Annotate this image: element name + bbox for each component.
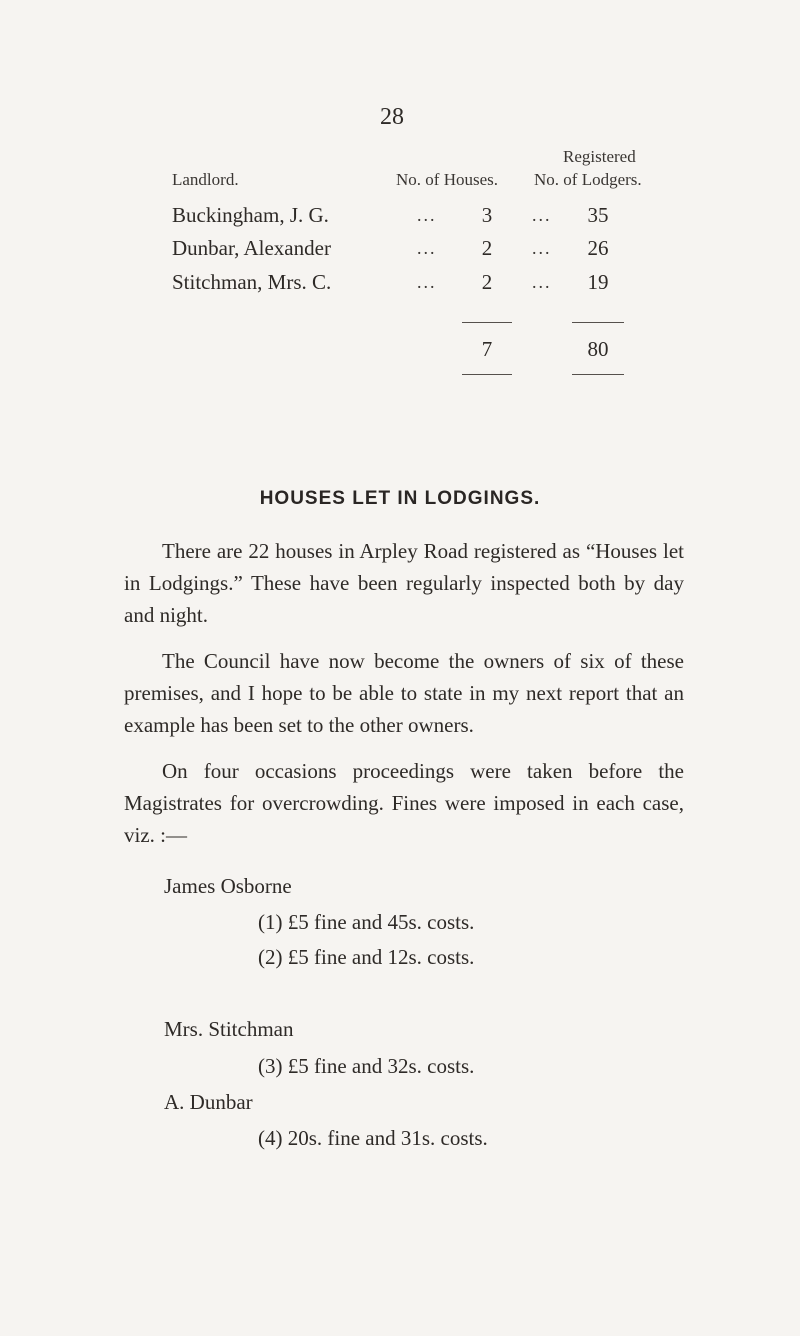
row-3-landlord: Stitchman, Mrs. C. [172,270,332,294]
paragraph-3-text: On four occasions proceedings were taken before the Magistrates for overcrowding. Fines were imposed in each case, viz. :— [124,759,684,847]
paragraph-1 [124,535,684,631]
total-rule-lodgers-top [572,322,624,323]
paragraph-3 [124,755,684,851]
total-lodgers: 80 [587,337,609,361]
row-1-leader: ... [417,205,437,225]
section-heading: HOUSES LET IN LODGINGS. [259,488,541,509]
row-3-lodgers: 19 [587,270,609,294]
header-registered: Registered [563,147,636,166]
total-rule-houses-bottom [462,374,512,375]
row-3-leader: ... [417,272,437,292]
row-2-lodgers: 26 [587,236,609,260]
paragraph-2 [124,645,684,741]
row-1-landlord: Buckingham, J. G. [172,203,329,227]
total-rule-lodgers-bottom [572,374,624,375]
fine-entry-3: (3) £5 fine and 32s. costs. [258,1054,475,1078]
fine-entry-2: (2) £5 fine and 12s. costs. [258,945,475,969]
fine-name-stitchman: Mrs. Stitchman [164,1017,294,1041]
fine-entry-4: (4) 20s. fine and 31s. costs. [258,1126,488,1150]
paragraph-2-text: The Council have now become the owners of six of these premises, and I hope to be able to state in my next report that an example has been set to the other owners. [124,649,684,737]
row-2-leader-2: ... [532,238,552,258]
row-1-leader-2: ... [532,205,552,225]
row-1-lodgers: 35 [587,203,609,227]
row-1-houses: 3 [481,203,493,227]
fine-name-dunbar: A. Dunbar [164,1090,253,1114]
row-2-houses: 2 [481,236,493,260]
paragraph-1-text: There are 22 houses in Arpley Road registered as “Houses let in Lodgings.” These have been regularly inspected both by day and night. [124,539,684,627]
header-houses: No. of Houses. [396,170,498,189]
page-number: 28 [380,104,404,130]
row-2-landlord: Dunbar, Alexander [172,236,331,260]
fine-name-osborne: James Osborne [164,874,292,898]
row-3-houses: 2 [481,270,493,294]
total-houses: 7 [481,337,493,361]
row-3-leader-2: ... [532,272,552,292]
row-2-leader: ... [417,238,437,258]
total-rule-houses-top [462,322,512,323]
header-lodgers: No. of Lodgers. [534,170,642,189]
header-landlord: Landlord. [172,170,239,189]
fine-entry-1: (1) £5 fine and 45s. costs. [258,910,475,934]
